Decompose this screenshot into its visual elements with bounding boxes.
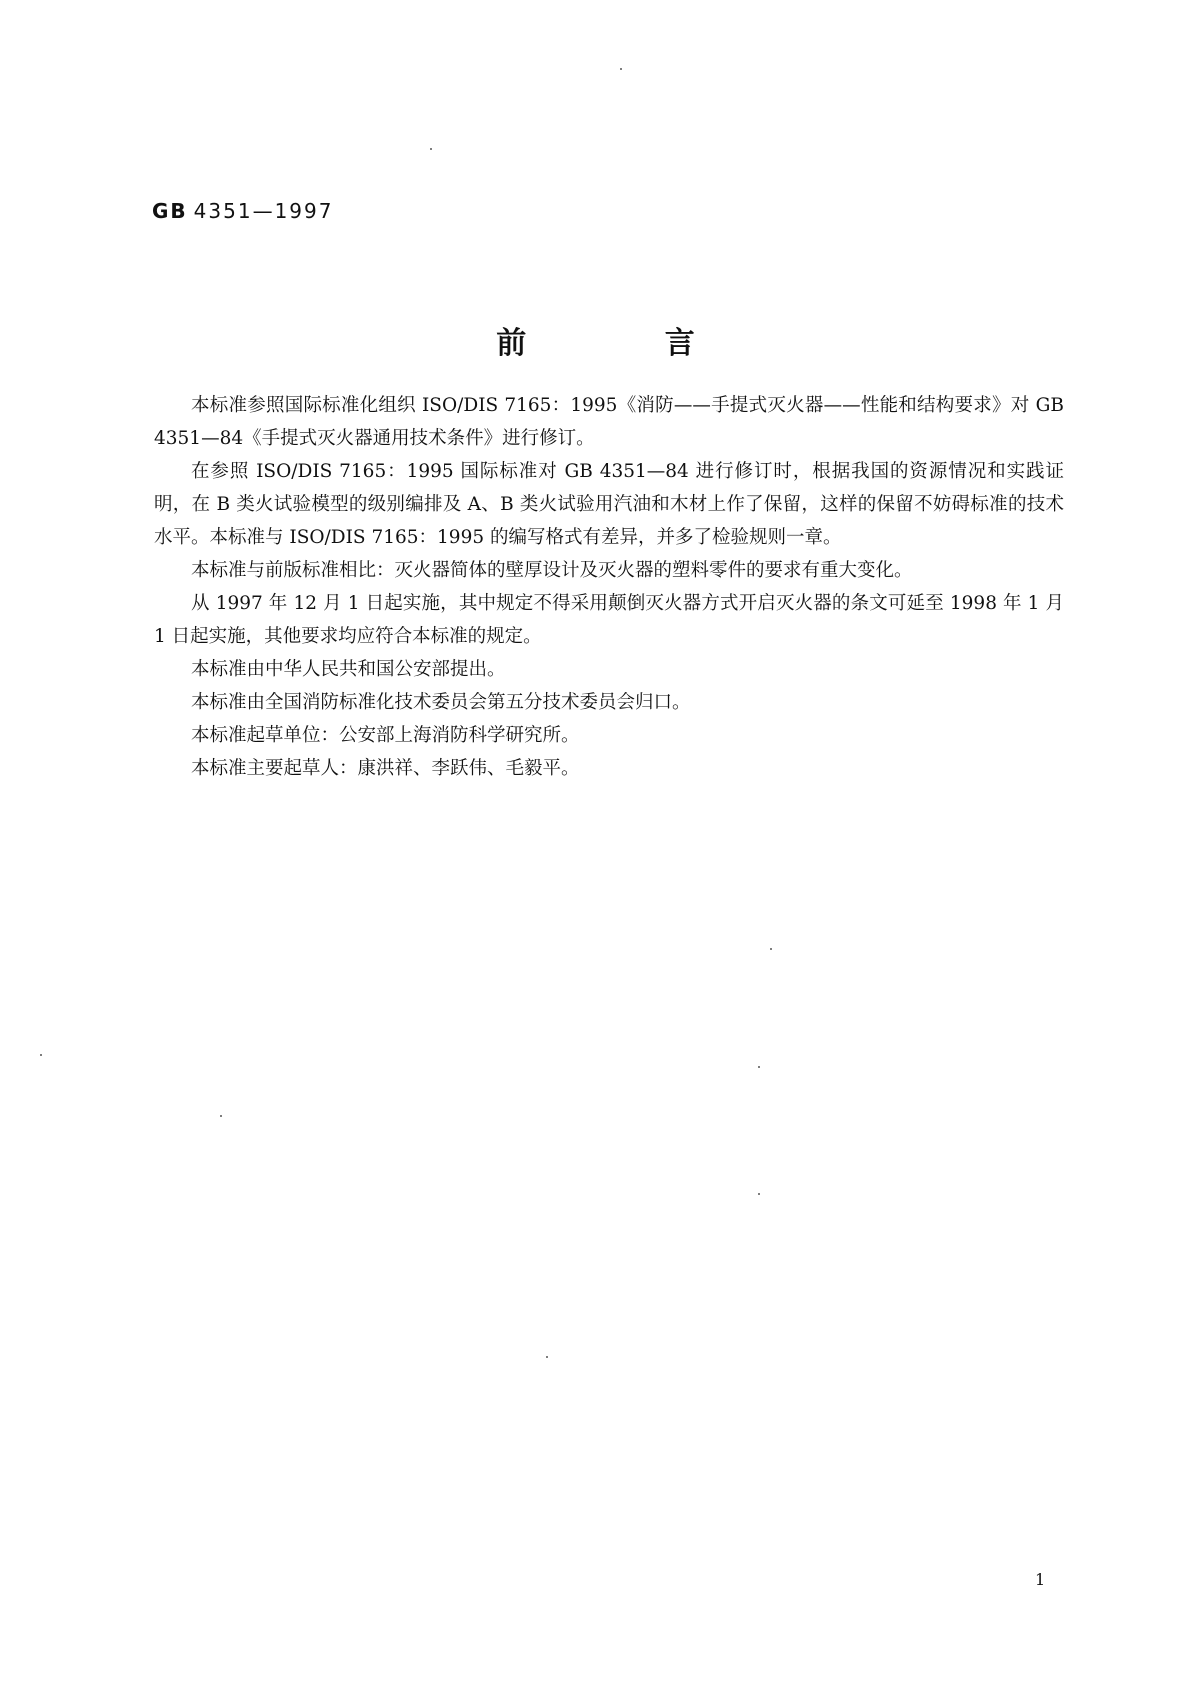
paragraph: 本标准参照国际标准化组织 ISO/DIS 7165：1995《消防——手提式灭火器——性能和结构要求》对 GB 4351—84《手提式灭火器通用技术条件》进行修订。 [154, 395, 1064, 449]
paragraph: 从 1997 年 12 月 1 日起实施，其中规定不得采用颠倒灭火器方式开启灭火器的条文可延至 1998 年 1 月 1 日起实施，其他要求均应符合本标准的规定。 [154, 593, 1064, 647]
standard-code [152, 199, 333, 223]
paragraph: 本标准由中华人民共和国公安部提出。 [191, 659, 506, 680]
scan-speck [546, 1356, 548, 1358]
standard-number: 4351—1997 [193, 199, 334, 223]
paragraph: 本标准由全国消防标准化技术委员会第五分技术委员会归口。 [191, 692, 691, 713]
paragraph: 本标准与前版标准相比：灭火器简体的壁厚设计及灭火器的塑料零件的要求有重大变化。 [191, 560, 913, 581]
paragraph: 在参照 ISO/DIS 7165：1995 国际标准对 GB 4351—84 进行修订时，根据我国的资源情况和实践证明，在 B 类火试验模型的级别编排及 A、B 类火试验用汽油和木材上作了保留，这样的保留不妨碍标准的技术水平。本标准与 ISO/DIS 7165：1995 的编写格式有差异，并多了检验规则一章。 [154, 461, 1064, 548]
foreword-body [154, 389, 1064, 785]
scan-speck [758, 1193, 760, 1195]
page-title: 前 言 [496, 326, 759, 361]
paragraph: 本标准主要起草人：康洪祥、李跃伟、毛毅平。 [191, 758, 580, 779]
paragraph: 本标准起草单位：公安部上海消防科学研究所。 [191, 725, 580, 746]
scan-speck [770, 948, 772, 950]
scan-speck [40, 1054, 42, 1056]
scan-speck [758, 1066, 760, 1068]
scan-speck [620, 68, 622, 70]
scan-speck [430, 148, 432, 150]
scan-speck [220, 1115, 222, 1117]
page-number: 1 [1035, 1570, 1046, 1589]
standard-prefix: GB [152, 199, 188, 223]
